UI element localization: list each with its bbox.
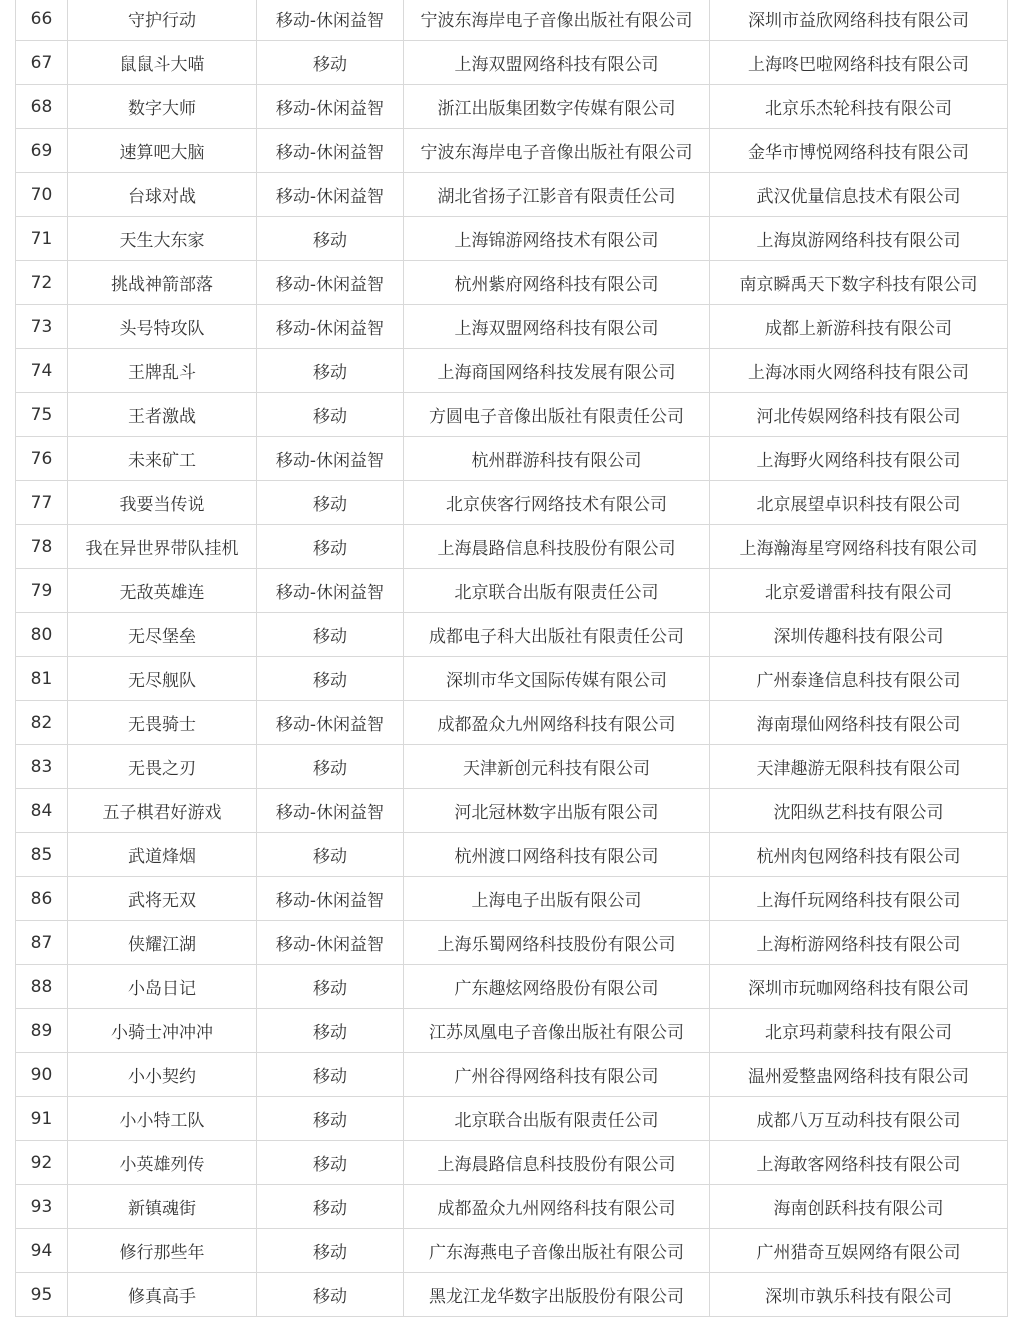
table-row bbox=[16, 657, 1008, 701]
game-type-cell: 移动 bbox=[257, 1009, 404, 1053]
publisher-name-cell: 北京侠客行网络技术有限公司 bbox=[404, 481, 710, 525]
table-row bbox=[16, 1097, 1008, 1141]
operator-name-cell: 上海冰雨火网络科技有限公司 bbox=[710, 349, 1008, 393]
game-type-cell: 移动-休闲益智 bbox=[257, 129, 404, 173]
publisher-name-cell: 成都盈众九州网络科技有限公司 bbox=[404, 1185, 710, 1229]
table-row bbox=[16, 0, 1008, 41]
row-number-cell: 72 bbox=[16, 261, 68, 305]
publisher-name-cell: 杭州渡口网络科技有限公司 bbox=[404, 833, 710, 877]
game-approval-table bbox=[15, 0, 1008, 1317]
row-number-cell: 73 bbox=[16, 305, 68, 349]
table-row bbox=[16, 745, 1008, 789]
row-number-cell: 79 bbox=[16, 569, 68, 613]
table-row bbox=[16, 129, 1008, 173]
table-row bbox=[16, 437, 1008, 481]
game-type-cell: 移动 bbox=[257, 1053, 404, 1097]
table-row bbox=[16, 1229, 1008, 1273]
publisher-name-cell: 上海商国网络科技发展有限公司 bbox=[404, 349, 710, 393]
row-number-cell: 74 bbox=[16, 349, 68, 393]
row-number-cell: 83 bbox=[16, 745, 68, 789]
row-number-cell: 85 bbox=[16, 833, 68, 877]
game-type-cell: 移动 bbox=[257, 965, 404, 1009]
table-row bbox=[16, 1185, 1008, 1229]
game-name-cell: 无尽舰队 bbox=[68, 657, 257, 701]
table-row bbox=[16, 261, 1008, 305]
game-name-cell: 小骑士冲冲冲 bbox=[68, 1009, 257, 1053]
row-number-cell: 67 bbox=[16, 41, 68, 85]
operator-name-cell: 上海咚巴啦网络科技有限公司 bbox=[710, 41, 1008, 85]
game-type-cell: 移动 bbox=[257, 657, 404, 701]
operator-name-cell: 上海桁游网络科技有限公司 bbox=[710, 921, 1008, 965]
game-name-cell: 挑战神箭部落 bbox=[68, 261, 257, 305]
operator-name-cell: 深圳市孰乐科技有限公司 bbox=[710, 1273, 1008, 1317]
publisher-name-cell: 方圆电子音像出版社有限责任公司 bbox=[404, 393, 710, 437]
game-type-cell: 移动 bbox=[257, 525, 404, 569]
publisher-name-cell: 上海双盟网络科技有限公司 bbox=[404, 41, 710, 85]
operator-name-cell: 上海岚游网络科技有限公司 bbox=[710, 217, 1008, 261]
publisher-name-cell: 黑龙江龙华数字出版股份有限公司 bbox=[404, 1273, 710, 1317]
operator-name-cell: 成都八万互动科技有限公司 bbox=[710, 1097, 1008, 1141]
publisher-name-cell: 上海晨路信息科技股份有限公司 bbox=[404, 525, 710, 569]
row-number-cell: 89 bbox=[16, 1009, 68, 1053]
publisher-name-cell: 天津新创元科技有限公司 bbox=[404, 745, 710, 789]
table-row bbox=[16, 85, 1008, 129]
row-number-cell: 78 bbox=[16, 525, 68, 569]
operator-name-cell: 金华市博悦网络科技有限公司 bbox=[710, 129, 1008, 173]
game-name-cell: 守护行动 bbox=[68, 0, 257, 41]
table-row bbox=[16, 921, 1008, 965]
table-row bbox=[16, 41, 1008, 85]
game-type-cell: 移动 bbox=[257, 217, 404, 261]
row-number-cell: 86 bbox=[16, 877, 68, 921]
game-type-cell: 移动-休闲益智 bbox=[257, 789, 404, 833]
game-type-cell: 移动-休闲益智 bbox=[257, 921, 404, 965]
game-type-cell: 移动-休闲益智 bbox=[257, 305, 404, 349]
game-type-cell: 移动 bbox=[257, 1229, 404, 1273]
operator-name-cell: 广州泰逢信息科技有限公司 bbox=[710, 657, 1008, 701]
operator-name-cell: 河北传娱网络科技有限公司 bbox=[710, 393, 1008, 437]
operator-name-cell: 上海野火网络科技有限公司 bbox=[710, 437, 1008, 481]
operator-name-cell: 杭州肉包网络科技有限公司 bbox=[710, 833, 1008, 877]
game-name-cell: 王牌乱斗 bbox=[68, 349, 257, 393]
row-number-cell: 82 bbox=[16, 701, 68, 745]
row-number-cell: 77 bbox=[16, 481, 68, 525]
publisher-name-cell: 上海晨路信息科技股份有限公司 bbox=[404, 1141, 710, 1185]
game-name-cell: 未来矿工 bbox=[68, 437, 257, 481]
game-name-cell: 侠耀江湖 bbox=[68, 921, 257, 965]
row-number-cell: 75 bbox=[16, 393, 68, 437]
game-name-cell: 台球对战 bbox=[68, 173, 257, 217]
publisher-name-cell: 上海双盟网络科技有限公司 bbox=[404, 305, 710, 349]
publisher-name-cell: 宁波东海岸电子音像出版社有限公司 bbox=[404, 0, 710, 41]
game-type-cell: 移动-休闲益智 bbox=[257, 569, 404, 613]
operator-name-cell: 北京乐杰轮科技有限公司 bbox=[710, 85, 1008, 129]
game-type-cell: 移动 bbox=[257, 41, 404, 85]
row-number-cell: 69 bbox=[16, 129, 68, 173]
row-number-cell: 66 bbox=[16, 0, 68, 41]
game-name-cell: 头号特攻队 bbox=[68, 305, 257, 349]
game-approval-table-container bbox=[15, 0, 1007, 1317]
operator-name-cell: 北京爱谱雷科技有限公司 bbox=[710, 569, 1008, 613]
game-type-cell: 移动-休闲益智 bbox=[257, 701, 404, 745]
game-name-cell: 我在异世界带队挂机 bbox=[68, 525, 257, 569]
game-type-cell: 移动-休闲益智 bbox=[257, 437, 404, 481]
game-name-cell: 武将无双 bbox=[68, 877, 257, 921]
operator-name-cell: 北京展望卓识科技有限公司 bbox=[710, 481, 1008, 525]
publisher-name-cell: 广东海燕电子音像出版社有限公司 bbox=[404, 1229, 710, 1273]
publisher-name-cell: 江苏凤凰电子音像出版社有限公司 bbox=[404, 1009, 710, 1053]
operator-name-cell: 沈阳纵艺科技有限公司 bbox=[710, 789, 1008, 833]
publisher-name-cell: 北京联合出版有限责任公司 bbox=[404, 569, 710, 613]
operator-name-cell: 北京玛莉蒙科技有限公司 bbox=[710, 1009, 1008, 1053]
operator-name-cell: 海南璟仙网络科技有限公司 bbox=[710, 701, 1008, 745]
row-number-cell: 88 bbox=[16, 965, 68, 1009]
row-number-cell: 91 bbox=[16, 1097, 68, 1141]
game-type-cell: 移动-休闲益智 bbox=[257, 85, 404, 129]
table-row bbox=[16, 613, 1008, 657]
table-row bbox=[16, 217, 1008, 261]
row-number-cell: 76 bbox=[16, 437, 68, 481]
game-name-cell: 天生大东家 bbox=[68, 217, 257, 261]
table-row bbox=[16, 349, 1008, 393]
row-number-cell: 70 bbox=[16, 173, 68, 217]
table-row bbox=[16, 393, 1008, 437]
table-row bbox=[16, 965, 1008, 1009]
operator-name-cell: 南京瞬禹天下数字科技有限公司 bbox=[710, 261, 1008, 305]
publisher-name-cell: 北京联合出版有限责任公司 bbox=[404, 1097, 710, 1141]
game-type-cell: 移动-休闲益智 bbox=[257, 261, 404, 305]
game-type-cell: 移动 bbox=[257, 393, 404, 437]
publisher-name-cell: 河北冠林数字出版有限公司 bbox=[404, 789, 710, 833]
publisher-name-cell: 杭州紫府网络科技有限公司 bbox=[404, 261, 710, 305]
publisher-name-cell: 宁波东海岸电子音像出版社有限公司 bbox=[404, 129, 710, 173]
publisher-name-cell: 杭州群游科技有限公司 bbox=[404, 437, 710, 481]
publisher-name-cell: 上海乐蜀网络科技股份有限公司 bbox=[404, 921, 710, 965]
game-type-cell: 移动-休闲益智 bbox=[257, 877, 404, 921]
game-name-cell: 数字大师 bbox=[68, 85, 257, 129]
game-name-cell: 五子棋君好游戏 bbox=[68, 789, 257, 833]
table-row bbox=[16, 569, 1008, 613]
game-name-cell: 我要当传说 bbox=[68, 481, 257, 525]
operator-name-cell: 成都上新游科技有限公司 bbox=[710, 305, 1008, 349]
game-type-cell: 移动 bbox=[257, 481, 404, 525]
game-name-cell: 无敌英雄连 bbox=[68, 569, 257, 613]
table-row bbox=[16, 1053, 1008, 1097]
game-name-cell: 修真高手 bbox=[68, 1273, 257, 1317]
game-name-cell: 小小特工队 bbox=[68, 1097, 257, 1141]
table-row bbox=[16, 877, 1008, 921]
row-number-cell: 68 bbox=[16, 85, 68, 129]
publisher-name-cell: 深圳市华文国际传媒有限公司 bbox=[404, 657, 710, 701]
game-type-cell: 移动 bbox=[257, 1141, 404, 1185]
operator-name-cell: 上海仟玩网络科技有限公司 bbox=[710, 877, 1008, 921]
game-name-cell: 王者激战 bbox=[68, 393, 257, 437]
game-name-cell: 小英雄列传 bbox=[68, 1141, 257, 1185]
row-number-cell: 92 bbox=[16, 1141, 68, 1185]
publisher-name-cell: 上海锦游网络技术有限公司 bbox=[404, 217, 710, 261]
publisher-name-cell: 上海电子出版有限公司 bbox=[404, 877, 710, 921]
game-name-cell: 武道烽烟 bbox=[68, 833, 257, 877]
game-type-cell: 移动 bbox=[257, 613, 404, 657]
game-type-cell: 移动-休闲益智 bbox=[257, 173, 404, 217]
game-type-cell: 移动 bbox=[257, 1185, 404, 1229]
row-number-cell: 93 bbox=[16, 1185, 68, 1229]
row-number-cell: 84 bbox=[16, 789, 68, 833]
game-type-cell: 移动 bbox=[257, 1097, 404, 1141]
table-row bbox=[16, 481, 1008, 525]
table-row bbox=[16, 833, 1008, 877]
table-row bbox=[16, 1141, 1008, 1185]
game-name-cell: 无尽堡垒 bbox=[68, 613, 257, 657]
game-type-cell: 移动 bbox=[257, 745, 404, 789]
game-type-cell: 移动 bbox=[257, 833, 404, 877]
publisher-name-cell: 成都盈众九州网络科技有限公司 bbox=[404, 701, 710, 745]
game-name-cell: 速算吧大脑 bbox=[68, 129, 257, 173]
publisher-name-cell: 湖北省扬子江影音有限责任公司 bbox=[404, 173, 710, 217]
game-name-cell: 无畏之刃 bbox=[68, 745, 257, 789]
table-row bbox=[16, 789, 1008, 833]
game-name-cell: 鼠鼠斗大喵 bbox=[68, 41, 257, 85]
operator-name-cell: 广州猎奇互娱网络有限公司 bbox=[710, 1229, 1008, 1273]
publisher-name-cell: 广东趣炫网络股份有限公司 bbox=[404, 965, 710, 1009]
table-body bbox=[16, 0, 1008, 1317]
game-type-cell: 移动 bbox=[257, 1273, 404, 1317]
operator-name-cell: 深圳传趣科技有限公司 bbox=[710, 613, 1008, 657]
table-row bbox=[16, 305, 1008, 349]
table-row bbox=[16, 525, 1008, 569]
row-number-cell: 80 bbox=[16, 613, 68, 657]
table-row bbox=[16, 701, 1008, 745]
game-type-cell: 移动 bbox=[257, 349, 404, 393]
table-row bbox=[16, 173, 1008, 217]
operator-name-cell: 温州爱整蛊网络科技有限公司 bbox=[710, 1053, 1008, 1097]
game-name-cell: 无畏骑士 bbox=[68, 701, 257, 745]
row-number-cell: 81 bbox=[16, 657, 68, 701]
game-name-cell: 小小契约 bbox=[68, 1053, 257, 1097]
game-name-cell: 小岛日记 bbox=[68, 965, 257, 1009]
game-type-cell: 移动-休闲益智 bbox=[257, 0, 404, 41]
row-number-cell: 95 bbox=[16, 1273, 68, 1317]
operator-name-cell: 上海瀚海星穹网络科技有限公司 bbox=[710, 525, 1008, 569]
row-number-cell: 90 bbox=[16, 1053, 68, 1097]
operator-name-cell: 深圳市益欣网络科技有限公司 bbox=[710, 0, 1008, 41]
operator-name-cell: 天津趣游无限科技有限公司 bbox=[710, 745, 1008, 789]
row-number-cell: 87 bbox=[16, 921, 68, 965]
operator-name-cell: 上海敢客网络科技有限公司 bbox=[710, 1141, 1008, 1185]
publisher-name-cell: 浙江出版集团数字传媒有限公司 bbox=[404, 85, 710, 129]
operator-name-cell: 武汉优量信息技术有限公司 bbox=[710, 173, 1008, 217]
table-row bbox=[16, 1009, 1008, 1053]
row-number-cell: 71 bbox=[16, 217, 68, 261]
game-name-cell: 新镇魂街 bbox=[68, 1185, 257, 1229]
publisher-name-cell: 广州谷得网络科技有限公司 bbox=[404, 1053, 710, 1097]
operator-name-cell: 海南创跃科技有限公司 bbox=[710, 1185, 1008, 1229]
row-number-cell: 94 bbox=[16, 1229, 68, 1273]
publisher-name-cell: 成都电子科大出版社有限责任公司 bbox=[404, 613, 710, 657]
game-name-cell: 修行那些年 bbox=[68, 1229, 257, 1273]
operator-name-cell: 深圳市玩咖网络科技有限公司 bbox=[710, 965, 1008, 1009]
